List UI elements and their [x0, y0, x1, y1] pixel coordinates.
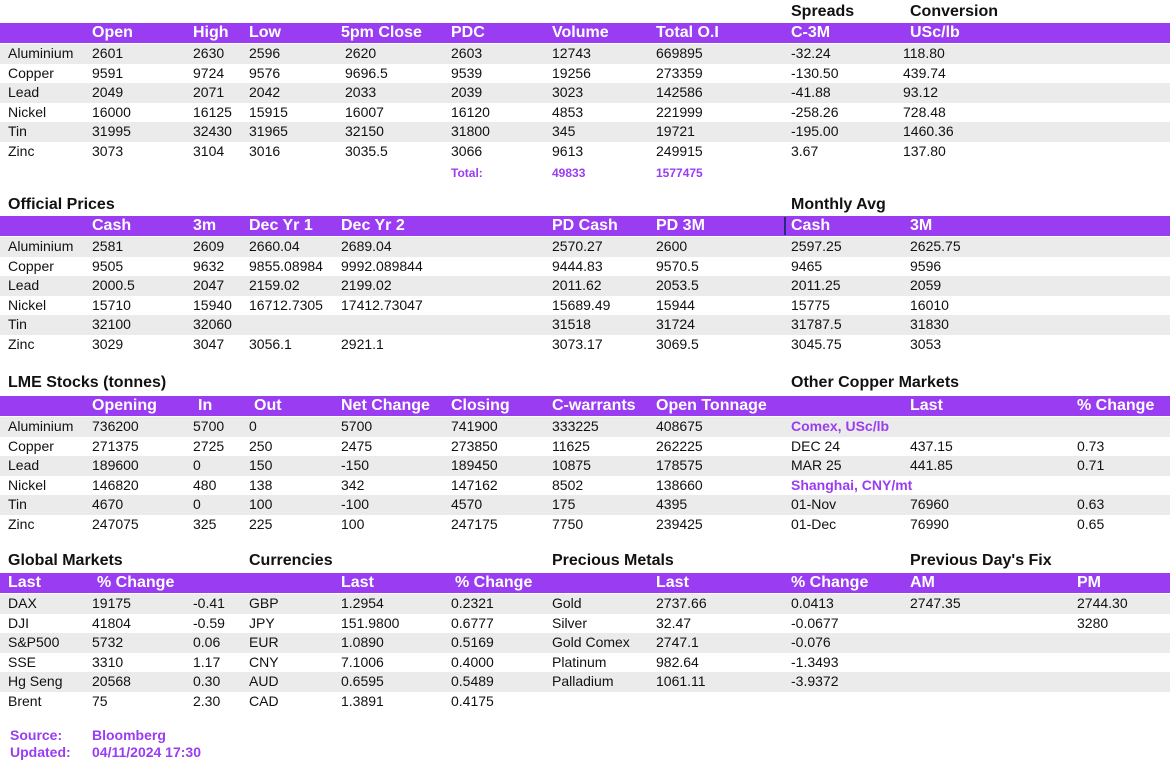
metals-cell: 16007: [345, 103, 384, 120]
official-cell: 2597.25: [791, 238, 842, 254]
previous-day-fix-title: Previous Day's Fix: [910, 552, 1052, 569]
spreads-title: Spreads: [791, 3, 855, 20]
global-col-header: % Change: [455, 574, 533, 591]
metals-cell: 439.74: [903, 64, 946, 81]
stocks-cell: 2475: [341, 437, 373, 454]
stocks-cell: 4395: [656, 496, 688, 512]
official-cell: 31518: [552, 316, 591, 332]
global-col-header: AM: [910, 574, 935, 591]
official-cell: 16010: [910, 296, 949, 313]
official-cell: 3045.75: [791, 335, 842, 352]
metal-name: Aluminium: [8, 45, 74, 61]
official-cell: 9596: [910, 257, 942, 274]
metals-cell: 12743: [552, 45, 591, 61]
metals-cell: 669895: [656, 45, 703, 61]
global-cell: 3280: [1077, 614, 1109, 631]
stocks-cell: 333225: [552, 418, 599, 434]
official-cell: 32100: [92, 316, 131, 332]
metal-name: Zinc: [8, 142, 35, 159]
global-cell: 0.6777: [451, 614, 494, 631]
stocks-cell: 178575: [656, 457, 703, 473]
metal-name: Aluminium: [8, 418, 74, 434]
global-cell: 7.1006: [341, 653, 384, 670]
stocks-cell: 247175: [451, 515, 498, 532]
metals-col-header: Open: [92, 24, 133, 41]
stocks-cell: 342: [341, 476, 365, 493]
metals-cell: 32430: [193, 123, 232, 139]
metals-cell: 3073: [92, 142, 124, 159]
metals-cell: 142586: [656, 84, 703, 100]
metals-cell: 31965: [249, 123, 288, 139]
metals-cell: 3016: [249, 142, 281, 159]
metals-cell: 93.12: [903, 84, 939, 100]
stocks-cell: 408675: [656, 418, 703, 434]
other-copper-cell: 0.63: [1077, 496, 1105, 512]
official-cell: 15710: [92, 296, 131, 313]
metals-cell: 9576: [249, 64, 281, 81]
stocks-col-header: % Change: [1077, 397, 1155, 414]
metals-row-stripe: [0, 83, 1170, 103]
instrument-name: SSE: [8, 653, 37, 670]
instrument-name: DAX: [8, 595, 37, 611]
metals-col-header: High: [193, 24, 229, 41]
stocks-cell: 10875: [552, 457, 591, 473]
metal-name: Lead: [8, 457, 40, 473]
metals-cell: 2596: [249, 45, 281, 61]
official-col-header: PD 3M: [656, 217, 705, 234]
stocks-cell: 741900: [451, 418, 498, 434]
metals-cell: 728.48: [903, 103, 946, 120]
stocks-col-header: Opening: [92, 397, 157, 414]
metals-cell: 118.80: [903, 45, 945, 61]
global-cell: -0.59: [193, 614, 225, 631]
metal-name: Tin: [8, 496, 27, 512]
official-cell: 31830: [910, 316, 949, 332]
official-cell: 9992.089844: [341, 257, 423, 274]
official-cell: 3056.1: [249, 335, 292, 352]
metals-cell: -41.88: [791, 84, 831, 100]
stocks-cell: 250: [249, 437, 273, 454]
metals-cell: -130.50: [791, 64, 839, 81]
metals-cell: 3104: [193, 142, 225, 159]
global-cell: 2744.30: [1077, 595, 1128, 611]
global-cell: 2737.66: [656, 595, 707, 611]
instrument-name: Platinum: [552, 653, 607, 670]
stocks-cell: 271375: [92, 437, 139, 454]
total-volume: 49833: [552, 166, 586, 180]
stocks-cell: 736200: [92, 418, 139, 434]
stocks-cell: 325: [193, 515, 217, 532]
stocks-cell: 273850: [451, 437, 498, 454]
metals-cell: 2039: [451, 84, 483, 100]
stocks-col-header: Open Tonnage: [656, 397, 767, 414]
official-cell: 2689.04: [341, 238, 392, 254]
global-cell: 982.64: [656, 653, 699, 670]
metals-cell: 2042: [249, 84, 281, 100]
global-row-stripe: [0, 594, 1170, 614]
global-cell: 19175: [92, 595, 131, 611]
metal-name: Lead: [8, 84, 40, 100]
stocks-cell: 5700: [193, 418, 225, 434]
global-cell: -0.076: [791, 634, 831, 650]
global-cell: -1.3493: [791, 653, 839, 670]
other-copper-cell: 01-Dec: [791, 515, 837, 532]
metals-cell: 249915: [656, 142, 703, 159]
metals-cell: 9724: [193, 64, 225, 81]
metals-cell: 15915: [249, 103, 288, 120]
instrument-name: AUD: [249, 673, 279, 689]
official-cell: 2199.02: [341, 277, 392, 293]
metals-row-stripe: [0, 122, 1170, 142]
metals-col-header: 5pm Close: [341, 24, 422, 41]
stocks-col-header: In: [198, 397, 213, 414]
official-cell: 3029: [92, 335, 124, 352]
lme-stocks-title: LME Stocks (tonnes): [8, 374, 167, 391]
official-cell: 3053: [910, 335, 942, 352]
metals-cell: 32150: [345, 123, 384, 139]
metals-col-header: Volume: [552, 24, 609, 41]
global-cell: 151.9800: [341, 614, 400, 631]
global-cell: -0.41: [193, 595, 225, 611]
metals-cell: 3066: [451, 142, 483, 159]
stocks-cell: 5700: [341, 418, 373, 434]
market-subheader: Comex, USc/lb: [791, 418, 890, 434]
global-cell: -0.0677: [791, 614, 839, 631]
stocks-col-header: Out: [254, 397, 282, 414]
global-cell: 0.30: [193, 673, 221, 689]
metals-cell: 31800: [451, 123, 490, 139]
metal-name: Lead: [8, 277, 40, 293]
global-col-header: % Change: [97, 574, 175, 591]
metals-cell: 16000: [92, 103, 131, 120]
stocks-cell: 0: [249, 418, 257, 434]
global-cell: 3310: [92, 653, 124, 670]
metals-cell: 9591: [92, 64, 124, 81]
official-cell: 3073.17: [552, 335, 603, 352]
official-cell: 2053.5: [656, 277, 699, 293]
official-col-header: Dec Yr 2: [341, 217, 405, 234]
global-col-header: Last: [656, 574, 689, 591]
global-cell: 0.4000: [451, 653, 494, 670]
official-cell: 31787.5: [791, 316, 842, 332]
monthly-avg-title: Monthly Avg: [791, 196, 886, 213]
other-copper-cell: 0.71: [1077, 457, 1105, 473]
stocks-cell: 146820: [92, 476, 139, 493]
metals-col-header: Low: [249, 24, 281, 41]
stocks-cell: 0: [193, 496, 201, 512]
official-col-header: 3M: [910, 217, 933, 234]
official-cell: 2047: [193, 277, 225, 293]
stocks-cell: -100: [341, 496, 370, 512]
instrument-name: Gold Comex: [552, 634, 630, 650]
metals-col-header: C-3M: [791, 24, 831, 41]
stocks-cell: 247075: [92, 515, 139, 532]
metal-name: Copper: [8, 64, 54, 81]
stocks-cell: 138660: [656, 476, 703, 493]
global-cell: 2747.35: [910, 595, 961, 611]
metals-cell: 2033: [345, 84, 377, 100]
stocks-cell: 100: [249, 496, 273, 512]
official-cell: 2609: [193, 238, 225, 254]
global-cell: 1061.11: [656, 673, 706, 689]
official-col-header: Dec Yr 1: [249, 217, 313, 234]
global-cell: 20568: [92, 673, 131, 689]
other-copper-title: Other Copper Markets: [791, 374, 960, 391]
official-cell: 2059: [910, 277, 942, 293]
other-copper-cell: 76990: [910, 515, 949, 532]
metals-cell: 2049: [92, 84, 124, 100]
metals-cell: 19721: [656, 123, 695, 139]
official-cell: 2625.75: [910, 238, 961, 254]
official-cell: 9632: [193, 257, 225, 274]
other-copper-cell: 76960: [910, 496, 949, 512]
global-cell: 0.4175: [451, 692, 494, 709]
stocks-row-stripe: [0, 495, 1170, 515]
stocks-cell: 11625: [552, 437, 590, 454]
metals-cell: 9613: [552, 142, 584, 159]
other-copper-cell: 0.73: [1077, 437, 1105, 454]
global-cell: 0.06: [193, 634, 221, 650]
global-cell: -3.9372: [791, 673, 839, 689]
official-prices-title: Official Prices: [8, 196, 115, 213]
metals-cell: 9696.5: [345, 64, 388, 81]
global-cell: 0.5489: [451, 673, 494, 689]
global-col-header: % Change: [791, 574, 869, 591]
global-cell: 1.3891: [341, 692, 384, 709]
updated-label: Updated:: [10, 744, 71, 760]
instrument-name: Silver: [552, 614, 588, 631]
stocks-cell: -150: [341, 457, 370, 473]
official-cell: 2000.5: [92, 277, 135, 293]
metal-name: Nickel: [8, 476, 47, 493]
stocks-col-header: Last: [910, 397, 943, 414]
metals-cell: 2620: [345, 45, 377, 61]
global-cell: 1.0890: [341, 634, 384, 650]
metal-name: Aluminium: [8, 238, 74, 254]
instrument-name: Gold: [552, 595, 582, 611]
other-copper-cell: 0.65: [1077, 515, 1105, 532]
global-cell: 41804: [92, 614, 131, 631]
instrument-name: CAD: [249, 692, 279, 709]
official-col-header: Cash: [92, 217, 132, 234]
updated-value: 04/11/2024 17:30: [92, 744, 201, 760]
metals-cell: 16125: [193, 103, 232, 120]
global-markets-title: Global Markets: [8, 552, 123, 569]
official-cell: 16712.7305: [249, 296, 323, 313]
stocks-col-header: C-warrants: [552, 397, 636, 414]
official-col-header: PD Cash: [552, 217, 618, 234]
metal-name: Tin: [8, 316, 27, 332]
metal-name: Zinc: [8, 335, 35, 352]
other-copper-cell: 01-Nov: [791, 496, 837, 512]
metals-cell: 137.80: [903, 142, 946, 159]
global-cell: 2.30: [193, 692, 221, 709]
source-label: Source:: [10, 727, 63, 743]
global-cell: 0.0413: [791, 595, 834, 611]
official-cell: 2011.25: [791, 277, 841, 293]
stocks-col-header: Net Change: [341, 397, 430, 414]
official-cell: 9444.83: [552, 257, 603, 274]
global-header-bar: [0, 573, 1170, 593]
stocks-cell: 8502: [552, 476, 584, 493]
stocks-cell: 239425: [656, 515, 703, 532]
currencies-title: Currencies: [249, 552, 333, 569]
global-col-header: PM: [1077, 574, 1101, 591]
official-cell: 9570.5: [656, 257, 699, 274]
metals-cell: 273359: [656, 64, 703, 81]
metals-cell: -195.00: [791, 123, 839, 139]
metals-cell: 2071: [193, 84, 225, 100]
official-cell: 2159.02: [249, 277, 300, 293]
metal-name: Zinc: [8, 515, 35, 532]
official-cell: 31724: [656, 316, 695, 332]
stocks-cell: 147162: [451, 476, 498, 493]
instrument-name: DJI: [8, 614, 29, 631]
metals-cell: 2603: [451, 45, 483, 61]
metals-cell: 3035.5: [345, 142, 388, 159]
instrument-name: Hg Seng: [8, 673, 63, 689]
metal-name: Copper: [8, 437, 54, 454]
stocks-cell: 4570: [451, 496, 483, 512]
global-cell: 32.47: [656, 614, 692, 631]
column-divider: [784, 217, 786, 235]
official-cell: 2570.27: [552, 238, 603, 254]
total-label: Total:: [451, 166, 483, 180]
metals-col-header: USc/lb: [910, 24, 960, 41]
official-cell: 15689.49: [552, 296, 611, 313]
instrument-name: CNY: [249, 653, 279, 670]
stocks-cell: 2725: [193, 437, 225, 454]
metals-cell: 16120: [451, 103, 490, 120]
official-cell: 15944: [656, 296, 695, 313]
stocks-cell: 175: [552, 496, 576, 512]
metals-cell: 19256: [552, 64, 591, 81]
global-cell: 5732: [92, 634, 124, 650]
instrument-name: JPY: [249, 614, 275, 631]
other-copper-cell: 437.15: [910, 437, 953, 454]
instrument-name: Palladium: [552, 673, 614, 689]
global-cell: 0.2321: [451, 595, 494, 611]
conversion-title: Conversion: [910, 3, 999, 20]
source-value: Bloomberg: [92, 727, 166, 743]
metals-cell: 31995: [92, 123, 131, 139]
global-cell: 0.5169: [451, 634, 494, 650]
metals-cell: 1460.36: [903, 123, 954, 139]
metals-cell: -258.26: [791, 103, 839, 120]
metals-cell: 221999: [656, 103, 703, 120]
official-cell: 2581: [92, 238, 124, 254]
official-cell: 9505: [92, 257, 124, 274]
metals-cell: 4853: [552, 103, 584, 120]
official-cell: 3069.5: [656, 335, 699, 352]
precious-metals-title: Precious Metals: [552, 552, 674, 569]
instrument-name: Brent: [8, 692, 42, 709]
stocks-cell: 138: [249, 476, 273, 493]
global-cell: 1.2954: [341, 595, 384, 611]
official-cell: 9855.08984: [249, 257, 323, 274]
stocks-cell: 225: [249, 515, 273, 532]
metal-name: Nickel: [8, 103, 47, 120]
other-copper-cell: 441.85: [910, 457, 953, 473]
official-col-header: 3m: [193, 217, 217, 234]
global-cell: 0.6595: [341, 673, 384, 689]
metals-cell: -32.24: [791, 45, 831, 61]
stocks-col-header: Closing: [451, 397, 510, 414]
global-col-header: Last: [8, 574, 41, 591]
other-copper-cell: MAR 25: [791, 457, 842, 473]
total-oi: 1577475: [656, 166, 703, 180]
stocks-cell: 100: [341, 515, 365, 532]
metals-col-header: Total O.I: [656, 24, 719, 41]
global-cell: 75: [92, 692, 108, 709]
official-cell: 15940: [193, 296, 232, 313]
stocks-cell: 4670: [92, 496, 124, 512]
market-subheader: Shanghai, CNY/mt: [791, 476, 913, 493]
instrument-name: S&P500: [8, 634, 60, 650]
stocks-cell: 480: [193, 476, 217, 493]
instrument-name: EUR: [249, 634, 279, 650]
official-cell: 17412.73047: [341, 296, 423, 313]
official-cell: 32060: [193, 316, 232, 332]
other-copper-cell: DEC 24: [791, 437, 841, 454]
official-col-header: Cash: [791, 217, 831, 234]
official-cell: 2011.62: [552, 277, 602, 293]
global-col-header: Last: [341, 574, 374, 591]
metal-name: Copper: [8, 257, 54, 274]
stocks-cell: 7750: [552, 515, 584, 532]
metals-col-header: PDC: [451, 24, 485, 41]
stocks-cell: 189450: [451, 457, 498, 473]
official-cell: 2921.1: [341, 335, 384, 352]
metals-cell: 3023: [552, 84, 584, 100]
stocks-cell: 0: [193, 457, 201, 473]
global-cell: 1.17: [193, 653, 221, 670]
global-cell: 2747.1: [656, 634, 699, 650]
metal-name: Tin: [8, 123, 27, 139]
metals-cell: 345: [552, 123, 576, 139]
metals-cell: 2601: [92, 45, 124, 61]
stocks-cell: 189600: [92, 457, 139, 473]
metals-cell: 2630: [193, 45, 225, 61]
official-cell: 9465: [791, 257, 823, 274]
official-cell: 2600: [656, 238, 688, 254]
official-cell: 2660.04: [249, 238, 300, 254]
official-cell: 3047: [193, 335, 225, 352]
metals-cell: 3.67: [791, 142, 819, 159]
stocks-cell: 150: [249, 457, 273, 473]
stocks-cell: 262225: [656, 437, 703, 454]
metal-name: Nickel: [8, 296, 47, 313]
instrument-name: GBP: [249, 595, 279, 611]
official-cell: 15775: [791, 296, 830, 313]
metals-cell: 9539: [451, 64, 483, 81]
